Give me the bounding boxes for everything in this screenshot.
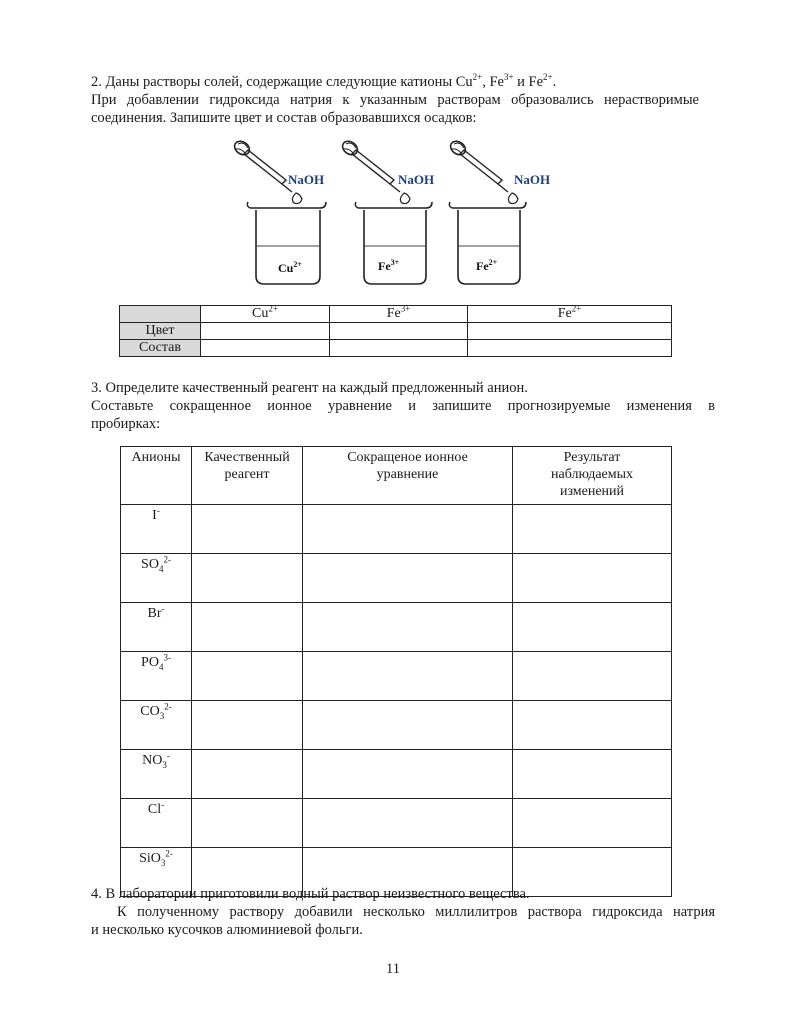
table-header-cell: $Fe^{2+}$ [468, 306, 672, 323]
reagent-label: NaOH [288, 172, 325, 187]
anion-cell: $SO_4^{2-}$ [121, 554, 192, 603]
table-row [121, 505, 672, 554]
dropper-icon [232, 138, 302, 203]
anion-cell: $PO_4^{3-}$ [121, 652, 192, 701]
task3-line3: пробирках: [91, 416, 161, 432]
answer-cell[interactable] [513, 554, 672, 603]
answer-cell[interactable] [192, 799, 303, 848]
answer-cell[interactable] [513, 750, 672, 799]
anion-cell: $NO_3^-$ [121, 750, 192, 799]
answer-cell[interactable] [468, 340, 672, 357]
answer-cell[interactable] [303, 652, 513, 701]
answer-cell[interactable] [192, 750, 303, 799]
table-row [121, 701, 672, 750]
dropper-icon [448, 138, 518, 203]
answer-cell[interactable] [513, 603, 672, 652]
answer-cell[interactable] [330, 323, 468, 340]
page-number: 11 [386, 961, 400, 977]
answer-cell[interactable] [303, 750, 513, 799]
table-row [120, 323, 672, 340]
row-label-composition: Состав [120, 340, 201, 357]
reagent-label: NaOH [398, 172, 435, 187]
answer-cell[interactable] [330, 340, 468, 357]
answer-cell[interactable] [192, 505, 303, 554]
beaker-ion-label: $Cu^{2+}$ [278, 260, 302, 275]
table-row [121, 799, 672, 848]
task3-line2: Составьте сокращенное ионное уравнение и запишите прогнозируемые изменения в [91, 398, 715, 414]
table-corner-cell [120, 306, 201, 323]
anion-cell: SiO$_3^{2-}$ [121, 848, 192, 897]
table-header-row [121, 447, 672, 505]
answer-cell[interactable] [513, 799, 672, 848]
beaker-ion-label: $Fe^{2+}$ [476, 258, 498, 273]
header-equation: Сокращеное ионное уравнение [303, 447, 513, 505]
beaker-fe3 [355, 202, 432, 284]
task2-line1: 2. Даны растворы солей, содержащие следующие катионы $Cu^{2+}$, $Fe^{3+}$ и $Fe^{2+}$. [91, 72, 557, 90]
reagent-label: NaOH [514, 172, 551, 187]
task2-line3: соединения. Запишите цвет и состав образовавшихся осадков: [91, 110, 477, 126]
answer-cell[interactable] [513, 652, 672, 701]
row-label-color: Цвет [120, 323, 201, 340]
anion-cell: Cl- [121, 799, 192, 848]
table-row [121, 554, 672, 603]
answer-cell[interactable] [192, 554, 303, 603]
header-anions: Анионы [121, 447, 192, 505]
task4-line2: К полученному раствору добавили несколько миллилитров раствора гидроксида натрия [117, 904, 715, 920]
dropper-icon [340, 138, 410, 203]
answer-cell[interactable] [303, 701, 513, 750]
anion-cell: Br- [121, 603, 192, 652]
answer-cell[interactable] [201, 323, 330, 340]
task4-line3: и несколько кусочков алюминиевой фольги. [91, 922, 363, 938]
table-row [121, 750, 672, 799]
anion-cell: $CO_3^{2-}$ [121, 701, 192, 750]
answer-cell[interactable] [468, 323, 672, 340]
task3-line1: 3. Определите качественный реагент на каждый предложенный анион. [91, 380, 528, 396]
answer-cell[interactable] [513, 848, 672, 897]
answer-cell[interactable] [513, 701, 672, 750]
precipitate-table [119, 305, 672, 357]
table-header-cell: $Fe^{3+}$ [330, 306, 468, 323]
header-result: Результат наблюдаемых изменений [513, 447, 672, 505]
table-row [121, 652, 672, 701]
anion-cell: I- [121, 505, 192, 554]
answer-cell[interactable] [303, 505, 513, 554]
answer-cell[interactable] [303, 603, 513, 652]
answer-cell[interactable] [303, 799, 513, 848]
answer-cell[interactable] [192, 652, 303, 701]
table-row [120, 340, 672, 357]
task4-line1: 4. В лаборатории приготовили водный раствор неизвестного вещества. [91, 886, 530, 902]
anion-table [120, 446, 672, 897]
beaker-ion-label: $Fe^{3+}$ [378, 258, 400, 273]
header-reagent: Качественный реагент [192, 447, 303, 505]
answer-cell[interactable] [201, 340, 330, 357]
answer-cell[interactable] [192, 603, 303, 652]
table-header-row [120, 306, 672, 323]
answer-cell[interactable] [192, 701, 303, 750]
answer-cell[interactable] [303, 554, 513, 603]
task2-line2: При добавлении гидроксида натрия к указанным растворам образовались нерастворимые [91, 92, 699, 108]
answer-cell[interactable] [513, 505, 672, 554]
table-header-cell: $Cu^{2+}$ [201, 306, 330, 323]
beakers-illustration [220, 138, 580, 294]
table-row [121, 603, 672, 652]
